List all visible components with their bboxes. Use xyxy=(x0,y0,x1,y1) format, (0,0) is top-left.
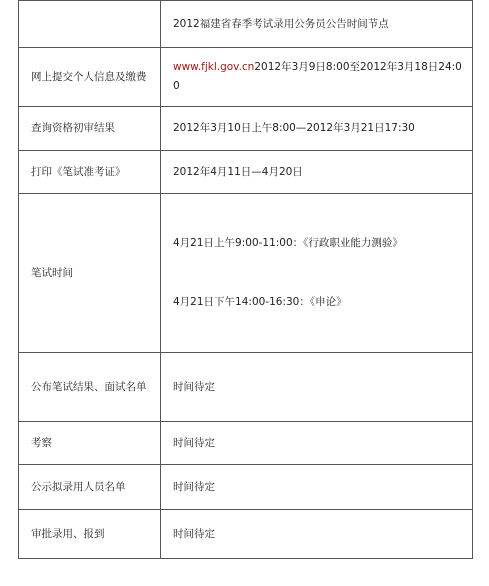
row-value: 时间待定 xyxy=(161,422,473,465)
row-label: 公布笔试结果、面试名单 xyxy=(19,353,161,422)
table-row xyxy=(19,48,473,107)
spacer xyxy=(173,253,466,293)
exam-session-morning: 4月21日上午9:00-11:00：《行政职业能力测验》 xyxy=(173,237,403,249)
row-label: 网上提交个人信息及缴费 xyxy=(19,48,161,107)
row-value xyxy=(161,194,473,353)
table-row xyxy=(19,107,473,151)
row-value: 2012年3月10日上午8:00—2012年3月21日17:30 xyxy=(161,107,473,151)
website-link[interactable]: www.fjkl.gov.cn xyxy=(173,61,255,73)
table-row xyxy=(19,151,473,194)
exam-session-afternoon: 4月21日下午14:00-16:30：《申论》 xyxy=(173,296,347,308)
table-title xyxy=(161,1,473,48)
table-row xyxy=(19,422,473,465)
table-row xyxy=(19,353,473,422)
table-row xyxy=(19,465,473,510)
row-label: 笔试时间 xyxy=(19,194,161,353)
row-label: 考察 xyxy=(19,422,161,465)
row-value: 时间待定 xyxy=(161,353,473,422)
row-value: 2012年4月11日—4月20日 xyxy=(161,151,473,194)
row-value: 时间待定 xyxy=(161,510,473,559)
table-row xyxy=(19,510,473,559)
row-value-text: 2012年3月9日8:00至2012年3月18日24:00 xyxy=(173,61,462,92)
table-title-text: 2012福建省春季考试录用公务员公告时间节点 xyxy=(173,17,389,30)
row-label: 审批录用、报到 xyxy=(19,510,161,559)
row-value: 时间待定 xyxy=(161,465,473,510)
schedule-table xyxy=(18,0,473,559)
row-label: 公示拟录用人员名单 xyxy=(19,465,161,510)
table-header-row xyxy=(19,1,473,48)
row-value xyxy=(161,48,473,107)
row-label: 查询资格初审结果 xyxy=(19,107,161,151)
row-label: 打印《笔试准考证》 xyxy=(19,151,161,194)
table-row xyxy=(19,194,473,353)
header-empty-cell xyxy=(19,1,161,48)
